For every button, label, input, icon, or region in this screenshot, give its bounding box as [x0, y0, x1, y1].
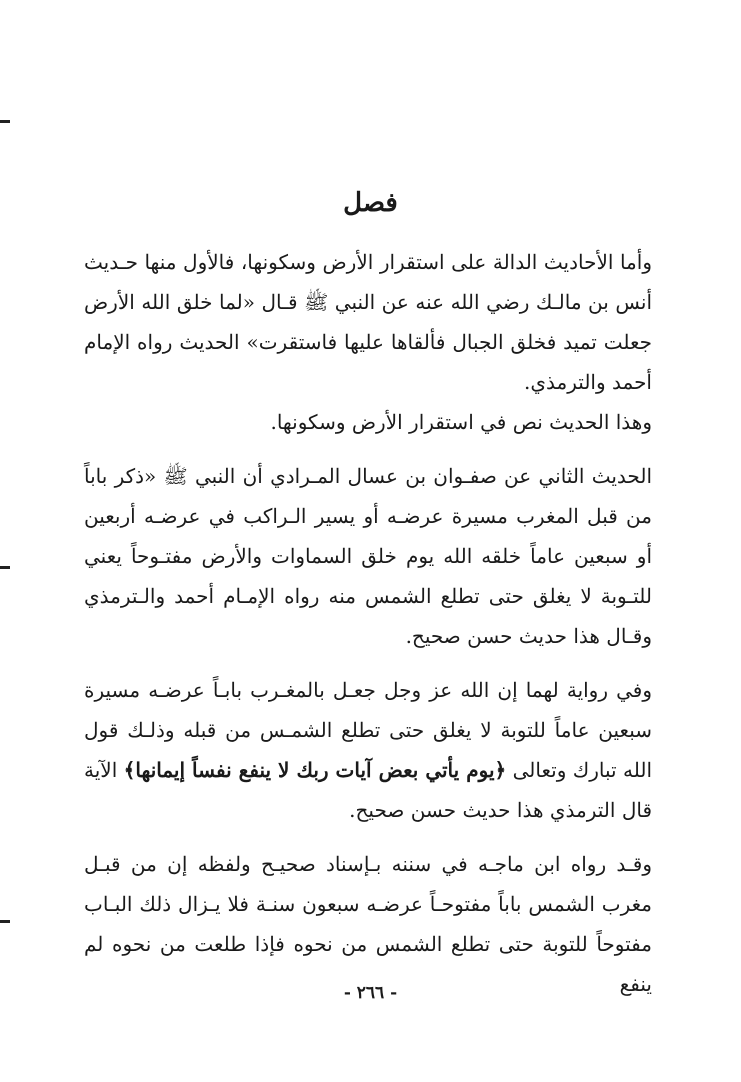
section-heading: فصل: [343, 188, 398, 218]
riwaya-grading: الترمذي هذا حديث حسن صحيح.: [349, 798, 616, 822]
paragraph-riwaya: [84, 670, 652, 830]
edge-mark: [0, 920, 10, 923]
paragraph-hadith-anas: وأما الأحاديث الدالة على استقرار الأرض وسكونها، فالأول منها حـديث أنس بن مالـك رضي الله عنه عن النبي ﷺ قـال «لما خلق الله الأرض جعلت تميد فخلق الجبال فألقاها عليها فاستقرت» الحديث رواه الإمام أحمد والترمذي.: [84, 250, 652, 394]
edge-mark: [0, 120, 10, 123]
edge-mark: [0, 566, 10, 569]
paragraph-ibn-majah: وقـد رواه ابن ماجـه في سننه بـإسناد صحيـح ولفظه إن من قبـل مغرب الشمس باباً مفتوحـاً عرضـه سبعون سنـة فلا يـزال ذلك البـاب مفتوحاً للتوبة حتى تطلع الشمس من نحوه فإذا طلعت من نحوه لم ينفع: [84, 852, 652, 996]
page-number: - ٢٦٦ -: [343, 983, 398, 1003]
paragraph-hadith-safwan: الحديث الثاني عن صفـوان بن عسال المـرادي أن النبي ﷺ «ذكر باباً من قبل المغرب مسيرة عرضـه أو يسير الـراكب في عرضـه أربعين أو سبعين عاماً خلقه الله يوم خلق السماوات والأرض مفتـوحاً يعني للتـوبة لا يغلق حتى تطلع الشمس منه رواه الإمـام أحمد والـترمذي وقـال هذا حديث حسن صحيح.: [84, 464, 652, 648]
quran-verse: ﴿يوم يأتي بعض آيات ربك لا ينفع نفساً إيمانها﴾: [123, 758, 507, 782]
body-text: [84, 242, 652, 1004]
riwaya-text: وفي رواية لهما إن الله عز وجل جعـل بالمغـرب بابـاً عرضـه مسيرة سبعين عاماً للتوبة لا يغلق حتى تطلع الشمـس من قبله وذلـك قول الله تبارك وتعالى: [84, 678, 653, 782]
paragraph-comment: وهذا الحديث نص في استقرار الأرض وسكونها.: [270, 410, 652, 434]
riwaya-text-after: الآية قال: [84, 758, 652, 822]
